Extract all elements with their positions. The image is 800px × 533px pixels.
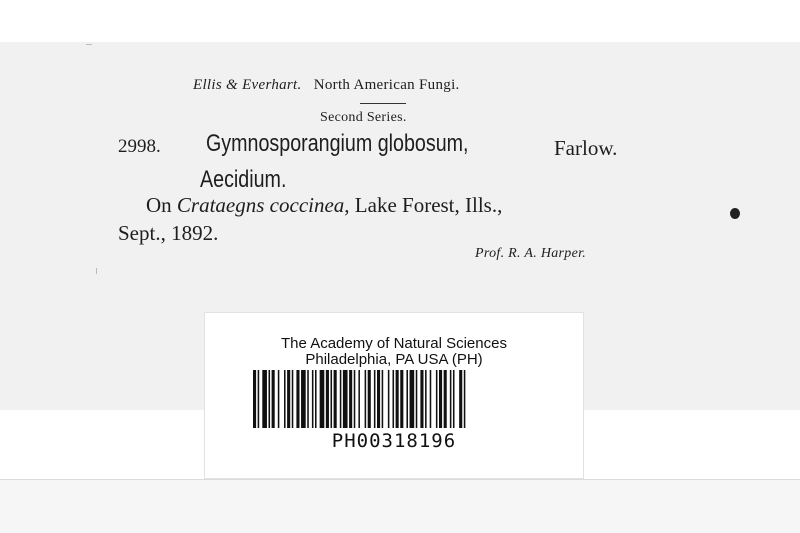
barcode-bar: [425, 370, 427, 428]
locality-prefix: On: [146, 193, 172, 217]
host-name: Crataegns coccinea: [176, 193, 345, 217]
exsiccata-number: 2998.: [118, 136, 161, 157]
barcode-number: PH00318196: [331, 430, 457, 452]
label-header: [193, 77, 460, 94]
barcode-bar: [315, 370, 317, 428]
barcode-bar: [292, 370, 294, 428]
collection-date: Sept., 1892.: [118, 221, 219, 245]
collector-name: Prof. R. A. Harper.: [475, 246, 587, 261]
barcode-bar: [450, 370, 452, 428]
locality-line: [146, 193, 502, 218]
barcode-bar: [278, 370, 280, 428]
barcode-bar: [365, 370, 367, 428]
barcode-bar: [269, 370, 271, 428]
barcode-bar: [420, 370, 423, 428]
barcode-bar: [396, 370, 399, 428]
barcode-bar: [343, 370, 348, 428]
barcode-bar: [320, 370, 325, 428]
barcode-bar: [262, 370, 267, 428]
barcode-bar: [459, 370, 462, 428]
series-label: Second Series.: [320, 110, 407, 125]
barcode-bar: [374, 370, 376, 428]
barcode-bar: [326, 370, 329, 428]
barcode-bar: [296, 370, 299, 428]
barcode-bar: [410, 370, 415, 428]
locality-suffix: , Lake Forest, Ills.,: [344, 193, 503, 217]
barcode-bar: [301, 370, 306, 428]
barcode-bar: [393, 370, 395, 428]
barcode-bar: [430, 370, 432, 428]
barcode-bar: [287, 370, 290, 428]
barcode-bar: [388, 370, 390, 428]
barcode-bar: [400, 370, 403, 428]
barcode-bar: [464, 370, 466, 428]
barcode-bar: [444, 370, 447, 428]
speck: [86, 44, 92, 45]
barcode-bar: [382, 370, 384, 428]
speck: [96, 268, 97, 274]
barcode-bar: [253, 370, 256, 428]
barcode-bar: [439, 370, 442, 428]
header-authors: Ellis & Everhart.: [193, 77, 302, 93]
barcode: [253, 370, 533, 428]
barcode-bar: [312, 370, 314, 428]
institution-label: [205, 313, 583, 478]
header-title: North American Fungi.: [313, 77, 460, 93]
stage-name: Aecidium.: [200, 166, 287, 193]
species-name: Gymnosporangium globosum,: [206, 130, 469, 157]
background-strip: [0, 480, 800, 533]
barcode-bar: [349, 370, 352, 428]
barcode-bar: [307, 370, 309, 428]
barcode-bar: [354, 370, 356, 428]
header-rule: [360, 103, 406, 104]
species-author: Farlow.: [554, 136, 618, 160]
barcode-bar: [436, 370, 438, 428]
barcode-bar: [340, 370, 342, 428]
barcode-bar: [406, 370, 408, 428]
barcode-bar: [258, 370, 260, 428]
barcode-bar: [272, 370, 275, 428]
barcode-bar: [453, 370, 455, 428]
barcode-bar: [284, 370, 286, 428]
barcode-bar: [377, 370, 380, 428]
barcode-bar: [368, 370, 371, 428]
barcode-bar: [331, 370, 333, 428]
ink-dot: [730, 208, 740, 219]
institution-location: Philadelphia, PA USA (PH): [305, 351, 483, 368]
barcode-bar: [416, 370, 418, 428]
barcode-bar: [358, 370, 360, 428]
institution-name: The Academy of Natural Sciences: [281, 335, 507, 352]
barcode-bar: [334, 370, 337, 428]
